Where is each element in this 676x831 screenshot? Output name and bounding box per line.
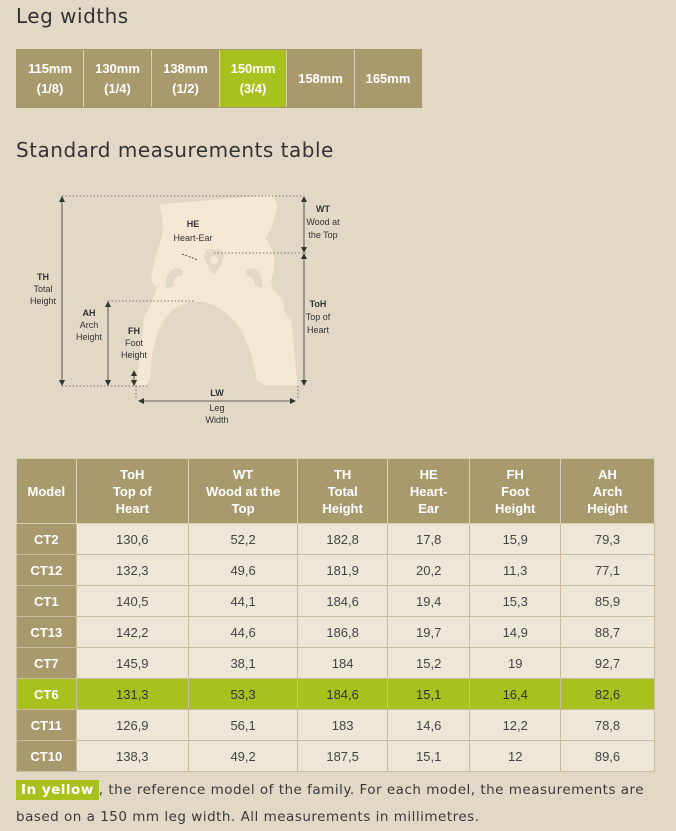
- leg-width-tab-158[interactable]: [287, 50, 355, 107]
- cell-fh: 15,9: [470, 524, 561, 555]
- th-line1: Total: [33, 284, 53, 294]
- wt-code: WT: [316, 204, 330, 214]
- toh-code: ToH: [309, 299, 327, 309]
- tab-fraction: (1/8): [36, 80, 64, 96]
- lw-line1: Leg: [209, 403, 225, 413]
- cell-wt: 49,6: [188, 555, 297, 586]
- footnote: [16, 777, 656, 831]
- table-row: [17, 586, 655, 617]
- cell-toh: 142,2: [76, 617, 188, 648]
- th-line2: Height: [29, 296, 57, 306]
- header-model: Model: [17, 459, 77, 524]
- cell-model: CT6: [17, 679, 77, 710]
- cell-model: CT7: [17, 648, 77, 679]
- cell-model: CT2: [17, 524, 77, 555]
- cell-fh: 12,2: [470, 710, 561, 741]
- leg-width-tab-130[interactable]: [84, 50, 152, 107]
- fh-line2: Height: [120, 350, 148, 360]
- cell-model: CT12: [17, 555, 77, 586]
- cell-wt: 52,2: [188, 524, 297, 555]
- leg-width-tab-150[interactable]: [220, 50, 287, 107]
- ah-line2: Height: [75, 332, 103, 342]
- toh-line1: Top of: [305, 312, 331, 322]
- cell-fh: 14,9: [470, 617, 561, 648]
- cell-toh: 132,3: [76, 555, 188, 586]
- cell-toh: 138,3: [76, 741, 188, 772]
- cell-fh: 16,4: [470, 679, 561, 710]
- he-line1: Heart-Ear: [173, 233, 213, 243]
- yellow-legend-tag: In yellow: [16, 780, 99, 800]
- cell-wt: 49,2: [188, 741, 297, 772]
- cell-toh: 140,5: [76, 586, 188, 617]
- leg-width-tab-115[interactable]: [17, 50, 84, 107]
- header-fh: FH Foot Height: [470, 459, 561, 524]
- toh-line2: Heart: [306, 325, 330, 335]
- cell-fh: 19: [470, 648, 561, 679]
- cell-fh: 15,3: [470, 586, 561, 617]
- tab-size: 150mm: [230, 60, 276, 76]
- cell-model: CT11: [17, 710, 77, 741]
- cell-wt: 44,6: [188, 617, 297, 648]
- tab-size: 130mm: [95, 60, 140, 76]
- table-row: [17, 648, 655, 679]
- tab-size: 158mm: [298, 70, 343, 86]
- fh-line1: Foot: [124, 338, 144, 348]
- cell-wt: 44,1: [188, 586, 297, 617]
- cell-wt: 56,1: [188, 710, 297, 741]
- cell-ah: 88,7: [561, 617, 655, 648]
- table-row: [17, 741, 655, 772]
- cell-toh: 130,6: [76, 524, 188, 555]
- table-row: [17, 555, 655, 586]
- cell-he: 15,1: [387, 679, 469, 710]
- header-ah: AH Arch Height: [561, 459, 655, 524]
- cell-th: 184,6: [298, 679, 388, 710]
- bridge-diagram: [16, 176, 356, 431]
- cell-toh: 131,3: [76, 679, 188, 710]
- cell-th: 182,8: [298, 524, 388, 555]
- cell-he: 19,4: [387, 586, 469, 617]
- bridge-shape: [136, 194, 298, 386]
- cell-he: 15,1: [387, 741, 469, 772]
- cell-toh: 126,9: [76, 710, 188, 741]
- cell-he: 14,6: [387, 710, 469, 741]
- ah-line1: Arch: [79, 320, 99, 330]
- measurements-table: [16, 458, 655, 772]
- tab-size: 138mm: [163, 60, 208, 76]
- table-row-reference: [17, 679, 655, 710]
- cell-th: 181,9: [298, 555, 388, 586]
- cell-th: 187,5: [298, 741, 388, 772]
- cell-ah: 77,1: [561, 555, 655, 586]
- wt-line2: the Top: [308, 230, 338, 240]
- ah-code: AH: [82, 308, 96, 318]
- cell-th: 186,8: [298, 617, 388, 648]
- tab-fraction: (1/2): [172, 80, 199, 96]
- standard-table-title: Standard measurements table: [16, 138, 334, 162]
- table-header-row: [17, 459, 655, 524]
- header-he: HE Heart- Ear: [387, 459, 469, 524]
- cell-wt: 53,3: [188, 679, 297, 710]
- he-code: HE: [186, 219, 200, 229]
- leg-widths-title: Leg widths: [16, 4, 129, 28]
- cell-he: 20,2: [387, 555, 469, 586]
- th-code: TH: [37, 272, 49, 282]
- cell-ah: 92,7: [561, 648, 655, 679]
- cell-ah: 78,8: [561, 710, 655, 741]
- cell-th: 183: [298, 710, 388, 741]
- fh-code: FH: [128, 326, 140, 336]
- cell-th: 184,6: [298, 586, 388, 617]
- lw-code: LW: [210, 388, 224, 398]
- table-row: [17, 617, 655, 648]
- cell-th: 184: [298, 648, 388, 679]
- cell-ah: 82,6: [561, 679, 655, 710]
- cell-fh: 11,3: [470, 555, 561, 586]
- wt-line1: Wood at: [306, 217, 340, 227]
- leg-width-tab-165[interactable]: [355, 50, 421, 107]
- leg-width-tab-138[interactable]: [152, 50, 220, 107]
- cell-model: CT10: [17, 741, 77, 772]
- table-row: [17, 524, 655, 555]
- footnote-text: , the reference model of the family. For each model, the measurements are based on a 150 mm leg width. All measurements in millimetres.: [16, 782, 645, 825]
- leg-width-tabs: [16, 49, 422, 108]
- header-th: TH Total Height: [298, 459, 388, 524]
- lw-line2: Width: [205, 415, 229, 425]
- tab-fraction: (1/4): [104, 80, 131, 96]
- header-toh: ToH Top of Heart: [76, 459, 188, 524]
- cell-toh: 145,9: [76, 648, 188, 679]
- cell-he: 19,7: [387, 617, 469, 648]
- cell-ah: 89,6: [561, 741, 655, 772]
- cell-fh: 12: [470, 741, 561, 772]
- table-row: [17, 710, 655, 741]
- tab-size: 165mm: [365, 70, 411, 86]
- cell-model: CT1: [17, 586, 77, 617]
- cell-he: 15,2: [387, 648, 469, 679]
- cell-ah: 79,3: [561, 524, 655, 555]
- cell-he: 17,8: [387, 524, 469, 555]
- cell-model: CT13: [17, 617, 77, 648]
- cell-wt: 38,1: [188, 648, 297, 679]
- cell-ah: 85,9: [561, 586, 655, 617]
- header-wt: WT Wood at the Top: [188, 459, 297, 524]
- tab-size: 115mm: [27, 60, 73, 76]
- tab-fraction: (3/4): [239, 80, 267, 96]
